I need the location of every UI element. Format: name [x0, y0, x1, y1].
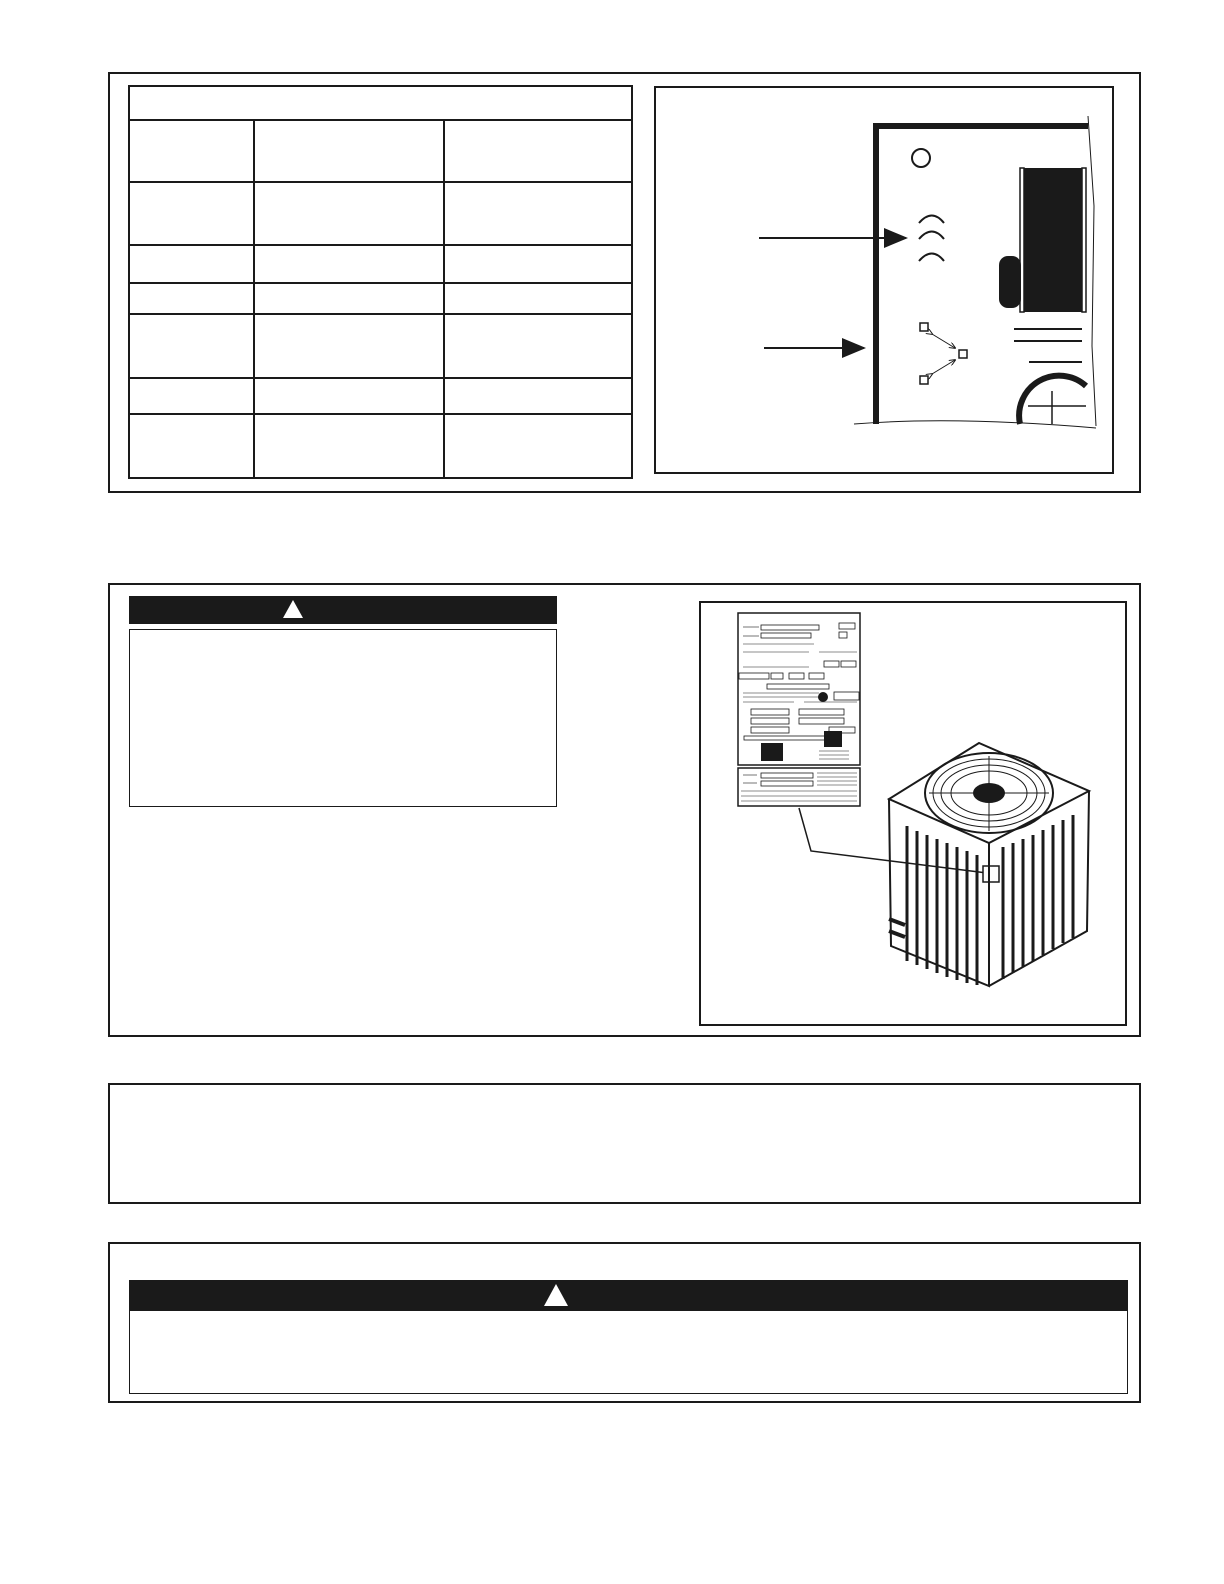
table-cell	[254, 182, 444, 245]
table-row	[129, 378, 632, 414]
table-cell	[129, 283, 254, 314]
warning-body	[129, 629, 557, 807]
warning-triangle-icon	[283, 600, 303, 618]
table-cell	[129, 378, 254, 414]
control-panel-icon	[654, 86, 1114, 474]
table-cell	[444, 245, 632, 283]
table-cell	[129, 182, 254, 245]
table-cell	[254, 378, 444, 414]
table-cell	[444, 314, 632, 378]
table-cell	[444, 120, 632, 182]
table-row	[129, 182, 632, 245]
warning-triangle-icon	[544, 1284, 568, 1306]
table-cell	[129, 314, 254, 378]
table-cell	[444, 414, 632, 478]
table-cell	[254, 120, 444, 182]
table-row	[129, 120, 632, 182]
table-row	[129, 314, 632, 378]
warning-body-wide	[129, 1311, 1128, 1394]
table-header	[129, 86, 632, 120]
table-cell	[254, 245, 444, 283]
section-3-frame	[108, 1083, 1141, 1204]
table-row	[129, 283, 632, 314]
table-cell	[444, 182, 632, 245]
table-cell	[254, 414, 444, 478]
table-cell	[444, 283, 632, 314]
table-row	[129, 245, 632, 283]
warning-banner	[129, 596, 557, 624]
warning-banner-wide	[129, 1280, 1128, 1312]
table-cell	[129, 414, 254, 478]
table-cell	[129, 120, 254, 182]
spec-table	[128, 85, 633, 479]
table-row	[129, 414, 632, 478]
table-cell	[254, 283, 444, 314]
table-cell	[444, 378, 632, 414]
table-cell	[254, 314, 444, 378]
table-cell	[129, 245, 254, 283]
outdoor-unit-icon	[699, 601, 1127, 1026]
